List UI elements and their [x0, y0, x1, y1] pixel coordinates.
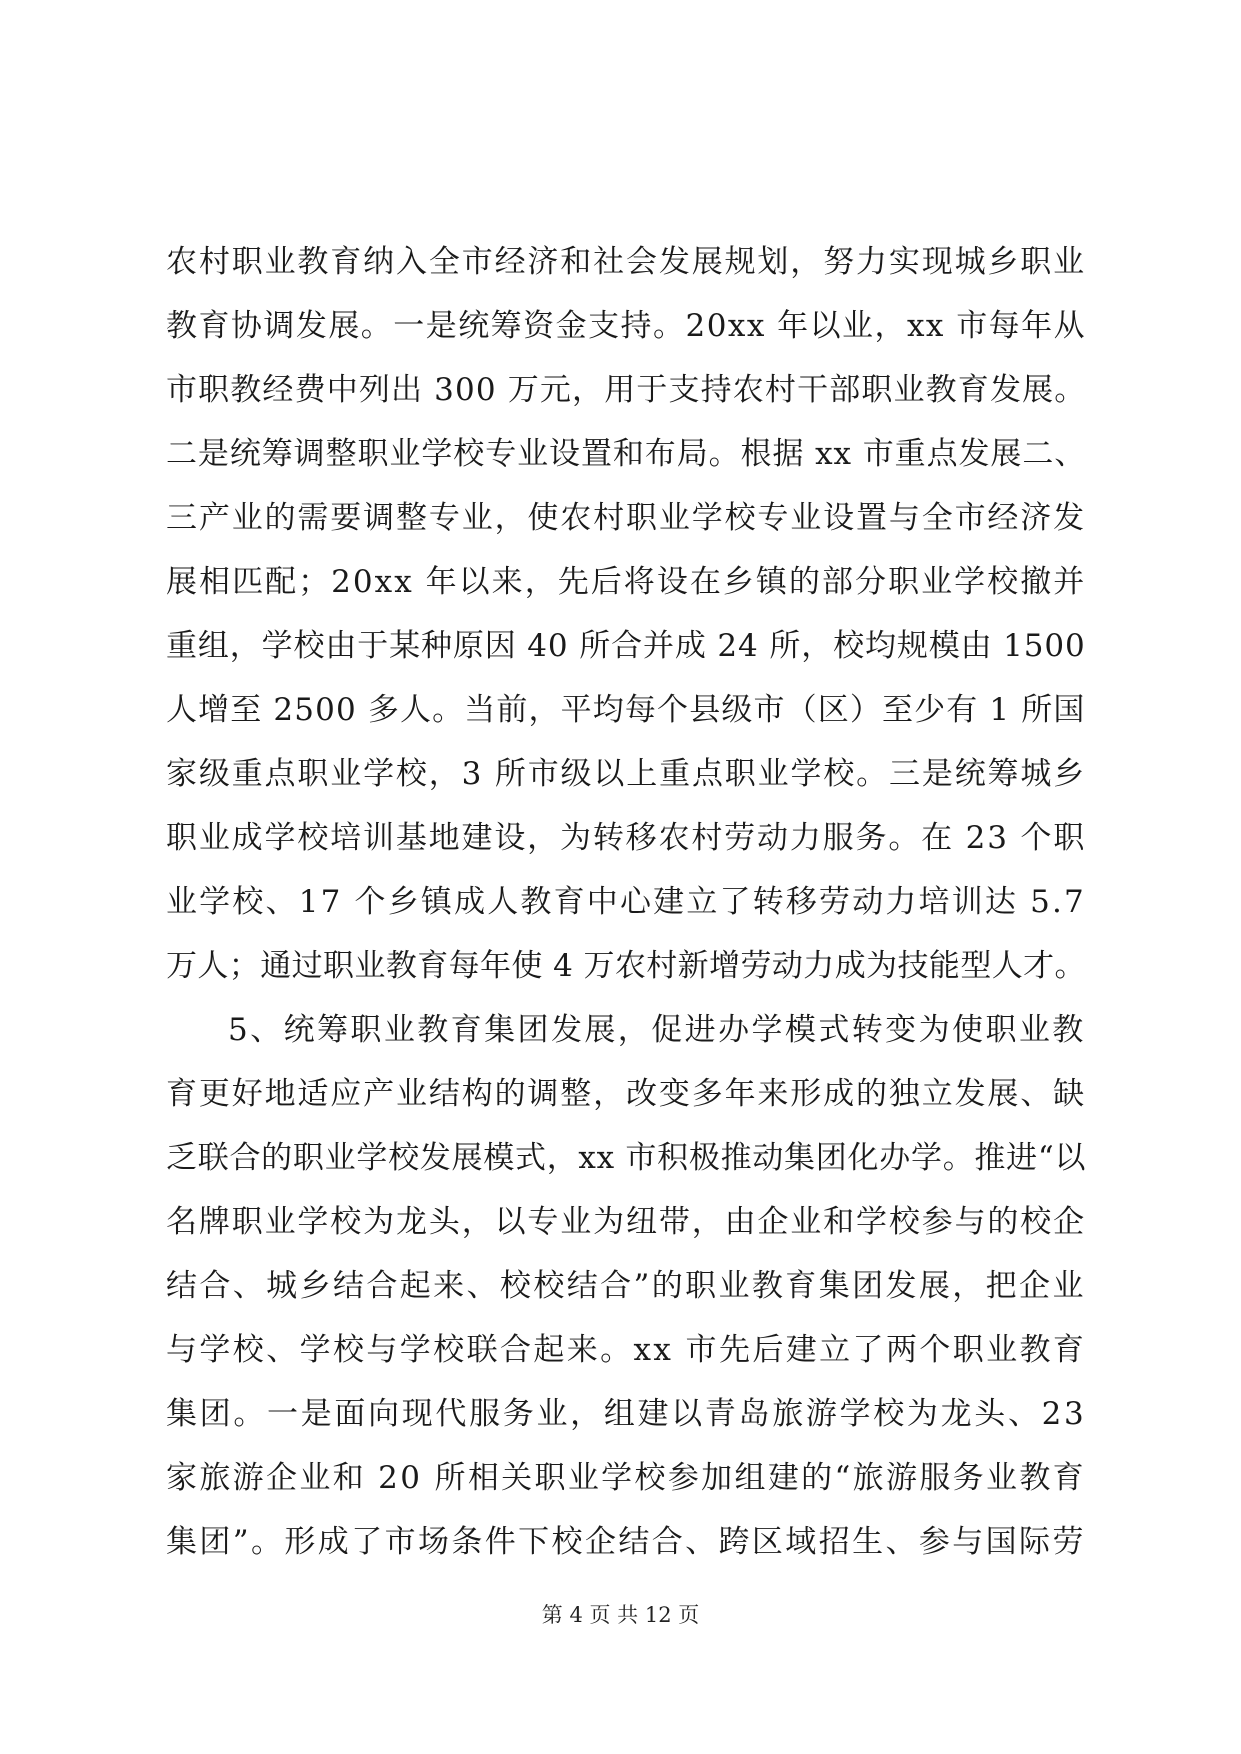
text-line: 展相匹配；20xx 年以来，先后将设在乡镇的部分职业学校撤并: [166, 564, 1087, 600]
text-line: 农村职业教育纳入全市经济和社会发展规划，努力实现城乡职业: [166, 244, 1086, 280]
text-line: 家旅游企业和 20 所相关职业学校参加组建的“旅游服务业教育: [166, 1460, 1086, 1496]
text-line: 市职教经费中列出 300 万元，用于支持农村干部职业教育发展。: [166, 372, 1087, 408]
text-line: 乏联合的职业学校发展模式，xx 市积极推动集团化办学。推进“以: [166, 1140, 1087, 1176]
text-line: 名牌职业学校为龙头，以专业为纽带，由企业和学校参与的校企: [166, 1204, 1086, 1240]
text-line: 与学校、学校与学校联合起来。xx 市先后建立了两个职业教育: [166, 1332, 1087, 1368]
body-text: [166, 230, 1086, 1574]
text-line: 业学校、17 个乡镇成人教育中心建立了转移劳动力培训达 5.7: [166, 884, 1086, 920]
text-line: 人增至 2500 多人。当前，平均每个县级市（区）至少有 1 所国: [166, 692, 1086, 728]
text-line: 教育协调发展。一是统筹资金支持。20xx 年以业，xx 市每年从: [166, 308, 1087, 344]
text-line: 集团”。形成了市场条件下校企结合、跨区域招生、参与国际劳: [166, 1524, 1086, 1560]
text-line: 重组，学校由于某种原因 40 所合并成 24 所，校均规模由 1500: [166, 628, 1086, 664]
text-line: 集团。一是面向现代服务业，组建以青岛旅游学校为龙头、23: [166, 1396, 1087, 1432]
text-line: 三产业的需要调整专业，使农村职业学校专业设置与全市经济发: [166, 500, 1086, 536]
text-line: 5、统筹职业教育集团发展，促进办学模式转变为使职业教: [228, 1012, 1086, 1048]
text-line: 二是统筹调整职业学校专业设置和布局。根据 xx 市重点发展二、: [166, 436, 1087, 472]
text-line: 家级重点职业学校，3 所市级以上重点职业学校。三是统筹城乡: [166, 756, 1087, 792]
text-line: 万人；通过职业教育每年使 4 万农村新增劳动力成为技能型人才。: [166, 948, 1086, 984]
text-line: 职业成学校培训基地建设，为转移农村劳动力服务。在 23 个职: [166, 820, 1087, 856]
page-footer: 第 4 页 共 12 页: [541, 1603, 700, 1627]
text-line: 结合、城乡结合起来、校校结合”的职业教育集团发展，把企业: [166, 1268, 1086, 1304]
text-line: 育更好地适应产业结构的调整，改变多年来形成的独立发展、缺: [166, 1076, 1086, 1112]
